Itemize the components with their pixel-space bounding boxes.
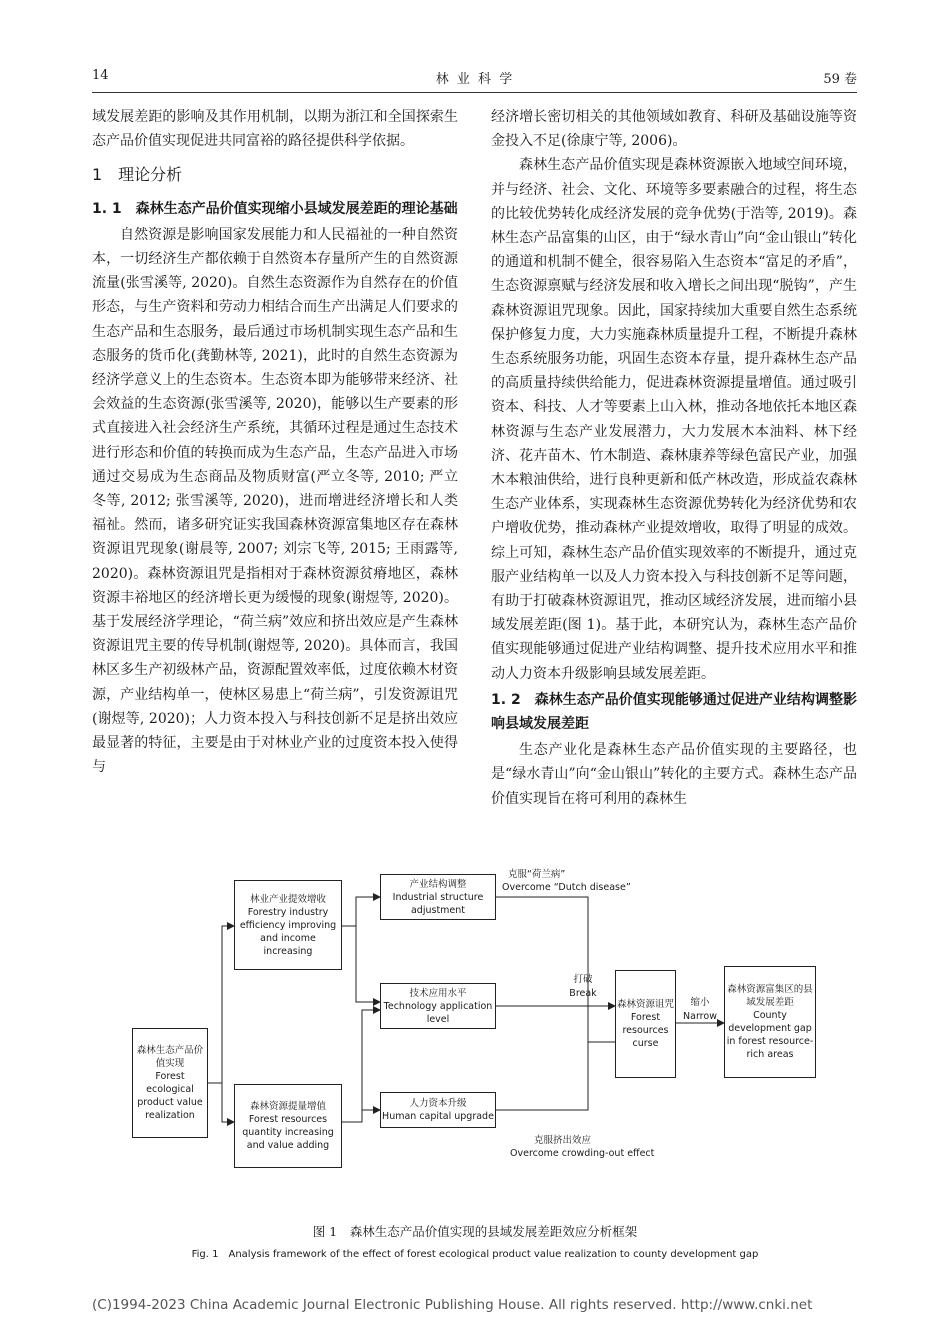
box-label-en: Forestry industry efficiency improving and income increasing (239, 906, 337, 957)
label-narrow-en: Narrow (683, 1011, 717, 1022)
section-title: 1 理论分析 (92, 165, 183, 185)
box-forestry-efficiency (234, 880, 342, 970)
framework-figure (110, 838, 830, 1218)
box-human-capital (380, 1092, 496, 1128)
left-column (92, 105, 458, 779)
body-paragraph: 生态产业化是森林生态产品价值实现的主要路径，也是“绿水青山”向“金山银山”转化的主要方式。森林生态产品价值实现旨在将可利用的森林生 (491, 742, 857, 807)
header-rule (92, 92, 857, 93)
box-label-zh: 森林资源提量增值 (249, 1101, 326, 1112)
body-paragraph: 森林生态产品价值实现是森林资源嵌入地域空间环境，并与经济、社会、文化、环境等多要素融合的过程，将生态的比较优势转化成经济发展的竞争优势(于浩等, 2019)。森林生态产品富集的山区，由于“绿水青山”向“金山银山”转化的通道和机制不健全，很容易陷入生态资本“富足的矛盾”，生态资源禀赋与经济发展和收入增长之间出现“脱钩”，产生森林资源诅咒现象。因此，国家持续加大重要自然生态系统保护修复力度，大力实施森林质量提升工程，不断提升森林生态系统服务功能，巩固生态资本存量，提升森林生态产品的高质量持续供给能力，促进森林资源提量增值。通过吸引资本、科技、人才等要素上山入林，推动各地依托本地区森林资源与生态产业发展潜力，大力发展木本油料、林下经济、花卉苗木、竹木制造、森林康养等绿色富民产业，加强木本粮油供给，进行良种更新和低产林改造，形成益农森林生态产业体系，实现森林生态资源优势转化为经济优势和农户增收优势，推动森林产业提效增收，取得了明显的成效。综上可知，森林生态产品价值实现效率的不断提升，通过克服产业结构单一以及人力资本投入与科技创新不足等问题，有助于打破森林资源诅咒，推动区域经济发展，进而缩小县域发展差距(图 1)。基于此，本研究认为，森林生态产品价值实现能够通过促进产业结构调整、提升技术应用水平和推动人力资本升级影响县域发展差距。 (491, 157, 857, 682)
label-break-zh: 打破 (573, 974, 593, 985)
label-dutch-zh: 克服“荷兰病” (508, 869, 566, 880)
box-label-zh: 技术应用水平 (409, 987, 467, 999)
box-label-zh: 森林生态产品价值实现 (136, 1045, 204, 1069)
label-dutch-en: Overcome “Dutch disease” (502, 882, 631, 893)
box-resource-quantity (234, 1084, 342, 1168)
label-break-en: Break (569, 988, 597, 999)
box-label-zh: 人力资本升级 (409, 1098, 467, 1109)
box-label-en: Forest resources quantity increasing and value adding (242, 1114, 334, 1151)
copyright-footer: (C)1994-2023 China Academic Journal Electronic Publishing House. All rights reserved. http://www.cnki.net (92, 1297, 813, 1313)
box-label-en: Industrial structure adjustment (392, 891, 484, 916)
box-technology-level (380, 983, 496, 1029)
figure-caption-en: Fig. 1 Analysis framework of the effect of forest ecological product value realization to county development gap (191, 1249, 759, 1260)
box-label-zh: 林业产业提效增收 (249, 893, 326, 905)
volume-number: 59 卷 (823, 72, 857, 87)
label-crowd-en: Overcome crowding-out effect (510, 1148, 655, 1159)
journal-title: 林 业 科 学 (435, 72, 515, 87)
box-label-en: County development gap in forest resource-rich areas (726, 1010, 814, 1060)
right-column (491, 105, 857, 811)
box-label-zh: 产业结构调整 (409, 878, 467, 890)
label-crowd-zh: 克服挤出效应 (534, 1135, 592, 1146)
box-label-en: Technology application level (383, 1000, 493, 1025)
intro-paragraph: 域发展差距的影响及其作用机制，以期为浙江和全国探索生态产品价值实现促进共同富裕的路径提供科学依据。 (92, 109, 458, 150)
box-label-en: Forest ecological product value realization (137, 1071, 203, 1121)
box-label-en: Human capital upgrade (382, 1111, 494, 1122)
box-resource-curse (615, 970, 676, 1078)
page-number: 14 (92, 68, 109, 83)
figure-caption-zh: 图 1 森林生态产品价值实现的县域发展差距效应分析框架 (312, 1224, 638, 1239)
box-county-gap (724, 966, 816, 1078)
box-value-realization (132, 1028, 208, 1138)
body-paragraph: 经济增长密切相关的其他领域如教育、科研及基础设施等资金投入不足(徐康宁等, 2006)。 (491, 109, 857, 150)
box-label-zh: 森林资源诅咒 (616, 999, 674, 1010)
box-label-zh: 森林资源富集区的县域发展差距 (727, 984, 813, 1008)
subsection-title: 1. 1 森林生态产品价值实现缩小县域发展差距的理论基础 (92, 200, 458, 217)
box-label-en: Forest resources curse (622, 1012, 669, 1049)
body-paragraph: 自然资源是影响国家发展能力和人民福祉的一种自然资本，一切经济生产都依赖于自然资本存量所产生的自然资源流量(张雪溪等, 2020)。自然生态资源作为自然存在的价值形态，与生产资料和劳动力相结合而生产出满足人们要求的生态产品和生态服务，最后通过市场机制实现生态产品和生态服务的货币化(龚勤林等, 2021)，此时的自然生态资源为经济学意义上的生态资本。生态资本即为能够带来经济、社会效益的生态资源(张雪溪等, 2020)，能够以生产要素的形式直接进入社会经济生产系统，其循环过程是通过生态技术进行形态和价值的转换而成为生态产品，生态产品进入市场通过交易成为生态商品及物质财富(严立冬等, 2010; 严立冬等, 2012; 张雪溪等, 2020)，进而增进经济增长和人类福祉。然而，诸多研究证实我国森林资源富集地区存在森林资源诅咒现象(谢晨等, 2007; 刘宗飞等, 2015; 王雨露等, 2020)。森林资源诅咒是指相对于森林资源贫瘠地区，森林资源丰裕地区的经济增长更为缓慢的现象(谢煜等, 2020)。基于发展经济学理论，“荷兰病”效应和挤出效应是产生森林资源诅咒主要的传导机制(谢煜等, 2020)。具体而言，我国林区多生产初级林产品，资源配置效率低，过度依赖木材资源，产业结构单一，使林区易患上“荷兰病”，引发资源诅咒(谢煜等, 2020)；人力资本投入与科技创新不足是挤出效应最显著的特征，主要是由于对林业产业的过度资本投入使得与 (92, 226, 458, 776)
subsection-title: 1. 2 森林生态产品价值实现能够通过促进产业结构调整影响县域发展差距 (491, 691, 857, 733)
label-narrow-zh: 缩小 (690, 997, 710, 1008)
box-industrial-structure (380, 874, 496, 920)
